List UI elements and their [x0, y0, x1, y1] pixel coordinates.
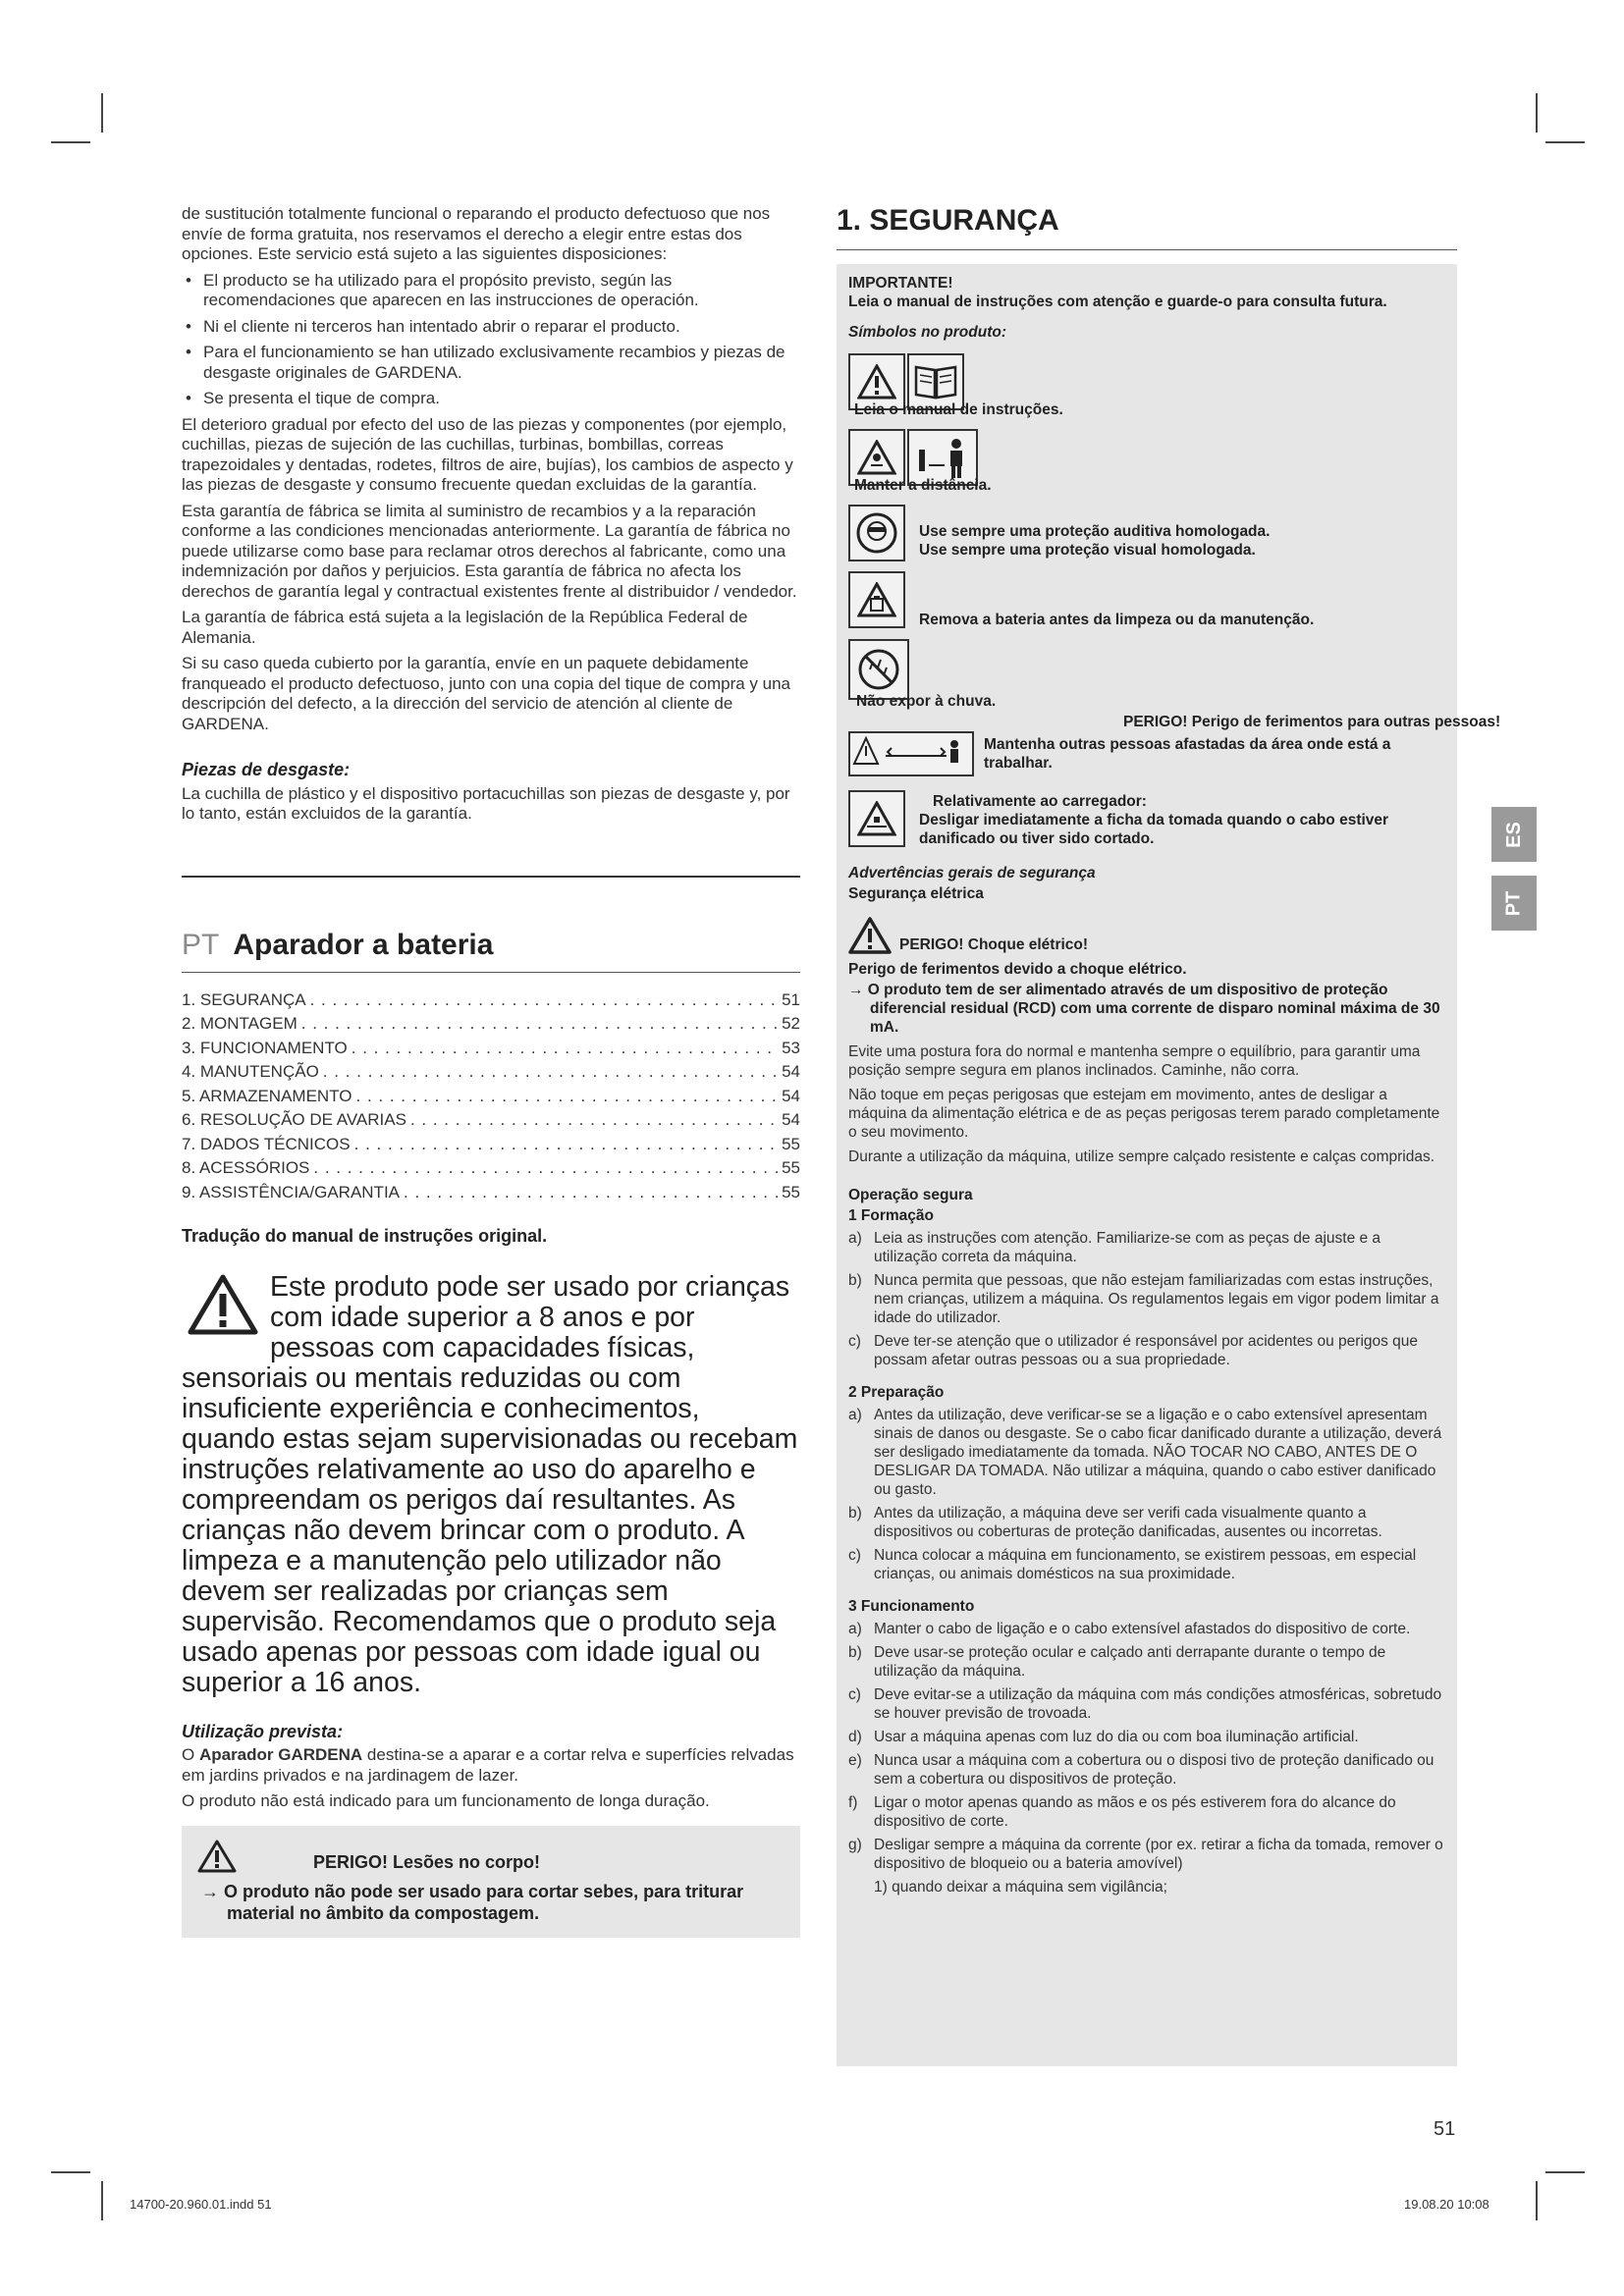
warning-triangle-icon: [188, 1274, 258, 1335]
electric-shock-warning: [848, 917, 1445, 954]
wear-parts-heading: Piezas de desgaste:: [182, 760, 351, 779]
symbol-text: Mantenha outras pessoas afastadas da área onde está a trabalhar.: [984, 736, 1391, 772]
list-item: c) Nunca colocar a máquina em funcionamento, se existirem pessoas, em especial crianças, ou animais domésticos na sua proximidade.: [848, 1547, 1417, 1582]
important-text: Leia o manual de instruções com atenção e guarde-o para consulta futura.: [848, 294, 1387, 310]
children-warning: Este produto pode ser usado por crianças com idade superior a 8 anos e por pessoas com capacidades físicas, sensoriais ou mentais reduzidas ou com insuficiente experiência e conhecimentos, quando estas sejam supervisionadas ou recebam instruções relativamente ao uso do aparelho e compreendam os perigos daí resultantes. As crianças não devem brincar com o produto. A limpeza e a manutenção pelo utilizador não devem ser realizadas por crianças sem supervisão. Recomendamos que o produto seja usado apenas por pessoas com idade igual ou superior a 16 anos.: [182, 1270, 798, 1698]
danger-text: → O produto não pode ser usado para cortar sebes, para triturar material no âmbito da compostagem.: [201, 1881, 744, 1923]
hearing-eye-protection-icon: [848, 505, 905, 561]
electrical-safety-heading: Segurança elétrica: [848, 885, 984, 902]
toc-row[interactable]: 3. FUNCIONAMENTO . . . 53: [182, 1037, 800, 1061]
warranty-intro: de sustitución totalmente funcional o reparando el producto defectuoso que nos envíe de forma gratuita, nos reservamos el derecho a elegir entre estas dos opciones. Este servicio está sujeto a las siguientes disposiciones:: [182, 204, 771, 263]
preparation-list: [848, 1406, 1445, 1583]
toc-row[interactable]: 7. DADOS TÉCNICOS . . . 55: [182, 1133, 800, 1157]
warranty-conditions: [182, 271, 800, 409]
intended-use-text: O Aparador GARDENA destina-se a aparar e a cortar relva e superfícies relvadas em jardins privados e na jardinagem de lazer.: [182, 1745, 794, 1785]
shock-risk: Perigo de ferimentos devido a choque elétrico.: [848, 961, 1187, 978]
table-of-contents: [182, 988, 800, 1205]
product-name: Aparador a bateria: [233, 928, 494, 961]
crop-mark: [51, 141, 90, 143]
operation-list: [848, 1620, 1445, 1896]
crop-mark: [1536, 93, 1538, 133]
toc-row[interactable]: 5. ARMAZENAMENTO . . . 54: [182, 1085, 800, 1109]
symbol-protection: [848, 505, 1445, 561]
intended-use-text-2: O produto não está indicado para um funcionamento de longa duração.: [182, 1791, 710, 1810]
footer-date: 19.08.20 10:08: [1404, 2197, 1489, 2212]
training-heading: 1 Formação: [848, 1207, 935, 1224]
symbol-text: Use sempre uma proteção visual homologada.: [919, 542, 1256, 559]
paragraph: Si su caso queda cubierto por la garantía, envíe en un paquete debidamente franqueado el producto defectuoso, junto con una copia del tique de compra y una descripción del defecto, a la dirección del servicio de atención al cliente de GARDENA.: [182, 654, 790, 733]
list-item: b) Antes da utilização, a máquina deve ser verifi cada visualmente quanto a dispositivos ou coberturas de proteção danificadas, ausentes ou incorretas.: [848, 1505, 1382, 1540]
list-item: f) Ligar o motor apenas quando as mãos e os pés estiverem fora do alcance do dispositivo de corte.: [848, 1794, 1396, 1830]
toc-row[interactable]: 9. ASSISTÊNCIA/GARANTIA . . . 55: [182, 1181, 800, 1205]
list-item: b) Deve usar-se proteção ocular e calçado anti derrapante durante o tempo de utilização da máquina.: [848, 1644, 1386, 1680]
crop-mark: [1545, 2171, 1585, 2173]
safety-panel: [837, 264, 1501, 2066]
left-column: [182, 204, 800, 1938]
language-code: PT: [182, 928, 220, 961]
symbol-text: Use sempre uma proteção auditiva homologada.: [919, 523, 1271, 540]
toc-row[interactable]: 4. MANUTENÇÃO . . . 54: [182, 1060, 800, 1085]
list-item: • Ni el cliente ni terceros han intentado abrir o reparar el producto.: [182, 317, 800, 338]
symbol-keep-others-away: [848, 731, 1445, 776]
translation-note: Tradução do manual de instruções original.: [182, 1226, 548, 1246]
list-item: g) Desligar sempre a máquina da corrente (por ex. retirar a ficha da tomada, remover o dispositivo de bloqueio ou a bateria amovível): [848, 1837, 1443, 1872]
footer-file: 14700-20.960.01.indd 51: [130, 2197, 272, 2212]
shock-label: PERIGO! Choque elétrico!: [899, 936, 1089, 953]
warning-triangle-icon: [197, 1840, 237, 1873]
sub-list-item: 1) quando deixar a máquina sem vigilância;: [874, 1879, 1167, 1896]
list-item: a) Leia as instruções com atenção. Familiarize-se com as peças de ajuste e a utilização correta da máquina.: [848, 1230, 1381, 1265]
tab-es[interactable]: ES: [1491, 807, 1537, 862]
danger-others-label: PERIGO! Perigo de ferimentos para outras pessoas!: [1123, 714, 1501, 730]
symbol-remove-battery: [848, 571, 1445, 629]
toc-row[interactable]: 2. MONTAGEM . . . 52: [182, 1012, 800, 1037]
symbol-text: Relativamente ao carregador:: [933, 793, 1147, 810]
battery-warning-icon: [848, 571, 905, 628]
paragraph: Evite uma postura fora do normal e mantenha sempre o equilíbrio, para garantir uma posição sempre segura em planos inclinados. Caminhe, não corra.: [848, 1043, 1421, 1079]
list-item: d) Usar a máquina apenas com luz do dia ou com boa iluminação artificial.: [848, 1729, 1359, 1745]
list-item: • Se presenta el tique de compra.: [182, 389, 800, 409]
charger-warning-icon: [848, 790, 905, 847]
list-item: a) Antes da utilização, deve verificar-se se a ligação e o cabo extensível apresentam sinais de danos ou desgaste. Se o cabo ficar danificado durante a utilização, deverá ser desligado imediatamente da tomada. NÃO TOCAR NO CABO, ANTES DE O DESLIGAR DA TOMADA. Não utilizar a máquina, quando o cabo estiver danificado ou gasto.: [848, 1407, 1442, 1498]
crop-mark: [51, 2171, 90, 2173]
keep-away-icon: [848, 731, 974, 776]
list-item: c) Deve evitar-se a utilização da máquina com más condições atmosféricas, sobretudo se houver previsão de trovoada.: [848, 1686, 1442, 1722]
symbol-no-rain: [848, 639, 1445, 700]
list-item: e) Nunca usar a máquina com a cobertura ou o disposi tivo de proteção danificado ou sem a cobertura ou dispositivos de proteção.: [848, 1752, 1435, 1788]
list-item: c) Deve ter-se atenção que o utilizador é responsável por acidentes ou perigos que possam afetar outras pessoas ou a sua propriedade.: [848, 1333, 1419, 1368]
symbols-heading: Símbolos no produto:: [848, 324, 1007, 341]
paragraph: El deterioro gradual por efecto del uso de las piezas y componentes (por ejemplo, cuchillas, piezas de sujeción de las cuchillas, turbinas, bombillas, correas trapezoidales y dentadas, rodetes, filtros de aire, bujías), los cambios de aspecto y las piezas de desgaste y consumo frecuente quedan excluidas de la garantía.: [182, 414, 793, 494]
danger-injury-box: [182, 1826, 800, 1938]
symbol-text: Leia o manual de instruções.: [854, 401, 1063, 418]
symbol-text: Remova a bateria antes da limpeza ou da manutenção.: [919, 612, 1315, 628]
paragraph: Não toque em peças perigosas que estejam em movimento, antes de desligar a máquina da alimentação elétrica e de as peças perigosas terem parado completamente o seu movimento.: [848, 1087, 1440, 1141]
symbol-charger: [848, 790, 1445, 848]
paragraph: La garantía de fábrica está sujeta a la legislación de la República Federal de Alemania.: [182, 608, 748, 647]
crop-mark: [101, 93, 103, 133]
paragraph: Esta garantía de fábrica se limita al suministro de recambios y a la reparación conforme a las condiciones mencionadas anteriormente. La garantía de fábrica no puede utilizarse como base para reclamar otros derechos al fabricante, como una indemnización por daños y perjuicios. Esta garantía de fábrica no afecta los derechos de garantía legal y contractual existentes frente al distribuidor / vendedor.: [182, 501, 797, 601]
danger-label: PERIGO! Lesões no corpo!: [313, 1851, 541, 1872]
rcd-requirement: → O produto tem de ser alimentado através de um dispositivo de proteção diferencial residual (RCD) com uma corrente de disparo nominal máxima de 30 mA.: [848, 982, 1440, 1036]
important-label: IMPORTANTE!: [848, 275, 953, 292]
tab-pt[interactable]: PT: [1491, 876, 1537, 931]
product-title: [182, 929, 800, 973]
toc-row[interactable]: 8. ACESSÓRIOS . . . 55: [182, 1156, 800, 1181]
symbol-text: Manter a distância.: [854, 477, 992, 494]
crop-mark: [1545, 141, 1585, 143]
preparation-heading: 2 Preparação: [848, 1384, 945, 1401]
warning-triangle-icon: [848, 917, 892, 954]
intended-use-heading: Utilização prevista:: [182, 1721, 344, 1741]
list-item: • Para el funcionamiento se han utilizado exclusivamente recambios y piezas de desgaste originales de GARDENA.: [182, 343, 800, 383]
divider: [182, 876, 800, 878]
symbol-text: Não expor à chuva.: [856, 693, 997, 710]
toc-row[interactable]: 1. SEGURANÇA . . . 51: [182, 988, 800, 1013]
list-item: a) Manter o cabo de ligação e o cabo extensível afastados do dispositivo de corte.: [848, 1621, 1411, 1637]
section-title: 1. SEGURANÇA: [837, 204, 1457, 250]
no-rain-icon: [848, 639, 909, 700]
paragraph: Durante a utilização da máquina, utilize sempre calçado resistente e calças compridas.: [848, 1148, 1435, 1165]
list-item: b) Nunca permita que pessoas, que não estejam familiarizadas com estas instruções, nem crianças, utilizem a máquina. Os regulamentos legais em vigor podem limitar a idade do utilizador.: [848, 1272, 1439, 1326]
symbol-text: Desligar imediatamente a ficha da tomada quando o cabo estiver danificado ou tiver sido cortado.: [919, 812, 1389, 847]
crop-mark: [101, 2181, 103, 2220]
list-item: • El producto se ha utilizado para el propósito previsto, según las recomendaciones que aparecen en las instrucciones de operación.: [182, 271, 800, 311]
wear-parts-text: La cuchilla de plástico y el dispositivo portacuchillas son piezas de desgaste y, por lo tanto, están excluidos de la garantía.: [182, 783, 790, 823]
right-column: [837, 204, 1501, 2066]
safe-operation-heading: Operação segura: [848, 1187, 973, 1203]
general-warnings-heading: Advertências gerais de segurança: [848, 865, 1096, 881]
operation-heading: 3 Funcionamento: [848, 1598, 975, 1615]
training-list: [848, 1229, 1445, 1369]
crop-mark: [1536, 2181, 1538, 2220]
page-number: 51: [1434, 2118, 1456, 2140]
toc-row[interactable]: 6. RESOLUÇÃO DE AVARIAS . . . 54: [182, 1108, 800, 1133]
